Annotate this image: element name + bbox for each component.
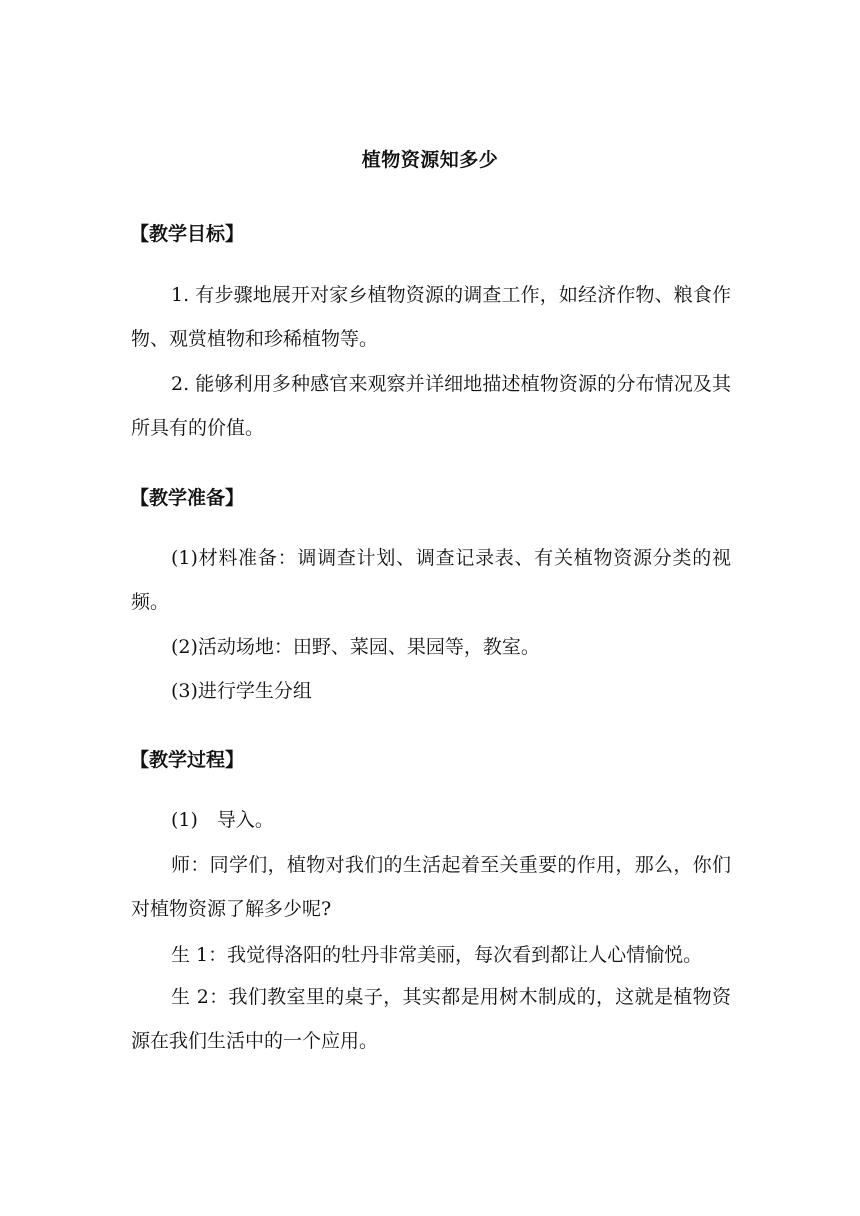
heading-teaching-preparation: 【教学准备】 <box>130 487 245 509</box>
process-student-1-line: 生 1：我觉得洛阳的牡丹非常美丽，每次看到都让人心情愉悦。 <box>171 944 703 966</box>
process-item-intro: (1) 导入。 <box>171 809 274 831</box>
heading-teaching-goals: 【教学目标】 <box>130 223 245 245</box>
preparation-item-1: (1)材料准备：调调查计划、调查记录表、有关植物资源分类的视频。 <box>131 547 731 613</box>
preparation-item-3: (3)进行学生分组 <box>171 680 312 702</box>
goal-item-1: 1. 有步骤地展开对家乡植物资源的调查工作，如经济作物、粮食作物、观赏植物和珍稀植物等。 <box>131 284 731 350</box>
heading-teaching-process: 【教学过程】 <box>130 749 245 771</box>
preparation-item-2: (2)活动场地：田野、菜园、果园等，教室。 <box>171 636 540 658</box>
process-teacher-line: 师：同学们，植物对我们的生活起着至关重要的作用，那么，你们对植物资源了解多少呢? <box>131 854 731 920</box>
process-student-2-line: 生 2：我们教室里的桌子，其实都是用树木制成的，这就是植物资源在我们生活中的一个应用。 <box>131 986 731 1052</box>
document-title: 植物资源知多少 <box>361 149 499 171</box>
goal-item-2: 2. 能够利用多种感官来观察并详细地描述植物资源的分布情况及其所具有的价值。 <box>131 373 731 439</box>
